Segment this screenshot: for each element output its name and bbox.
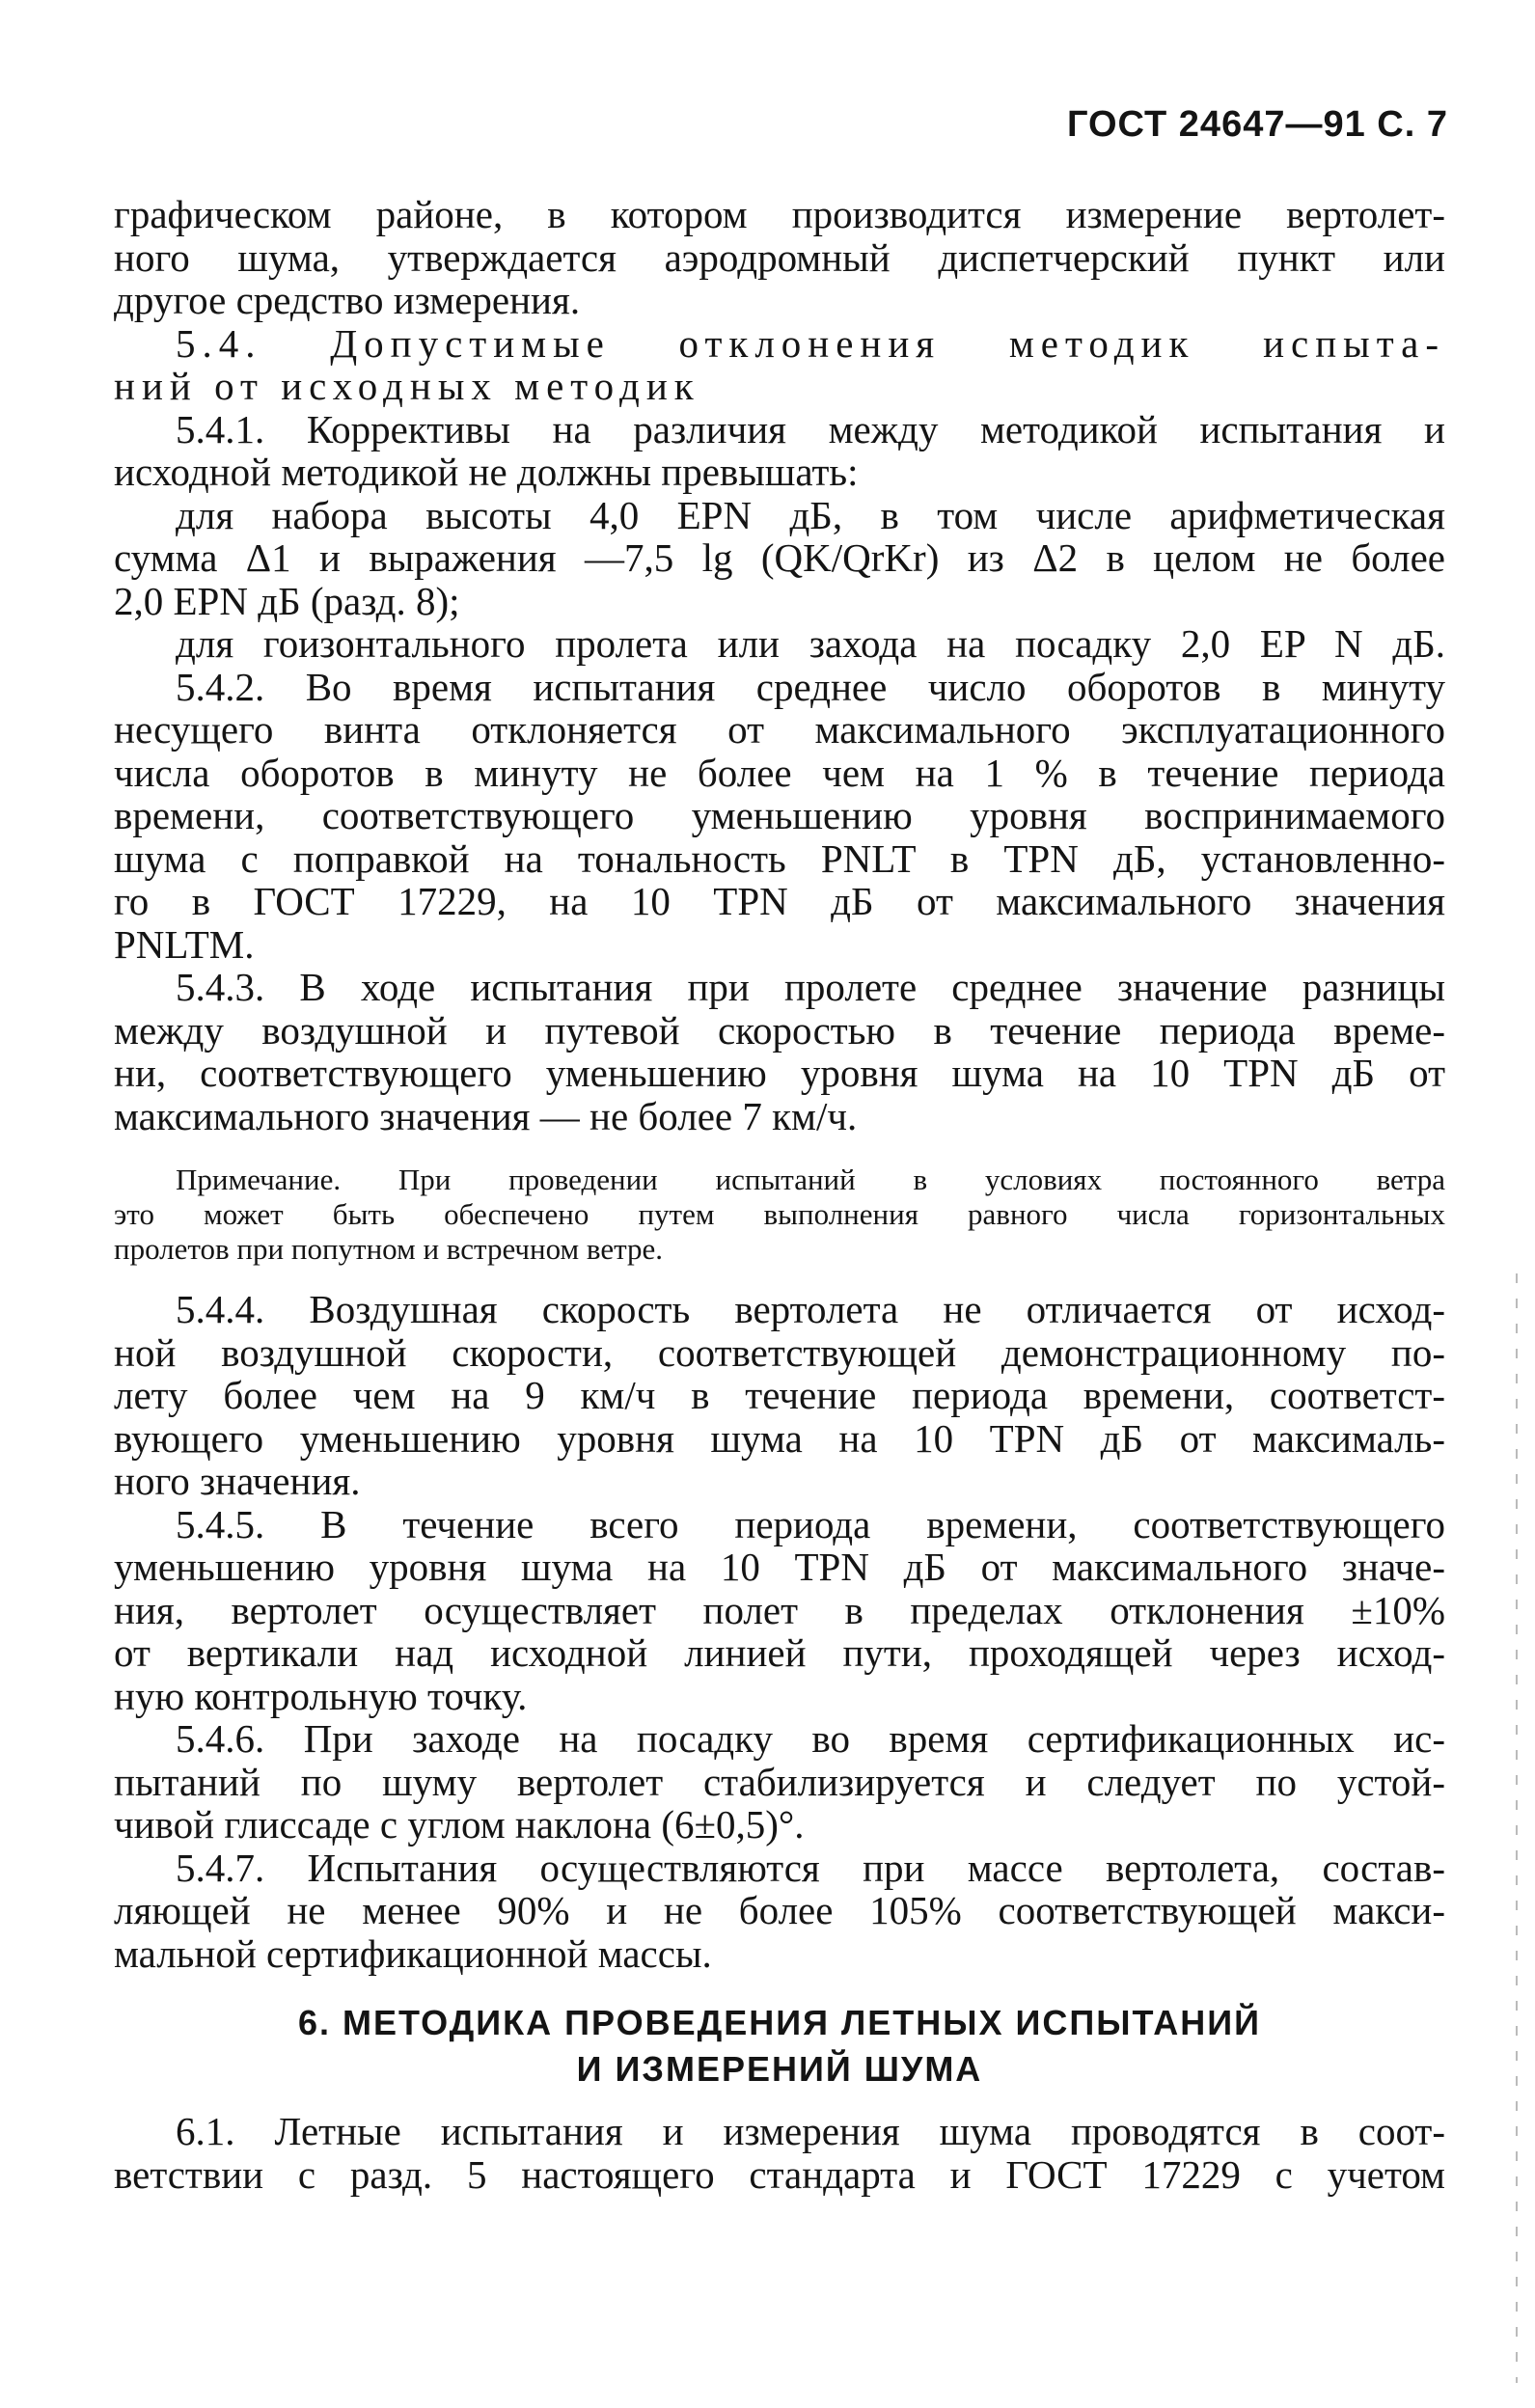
section-heading (114, 2000, 1445, 2093)
text-line: 5.4. Допустимые отклонения методик испыта- (176, 320, 1445, 366)
paragraph (114, 408, 1445, 494)
text-line: ного значения. (114, 1459, 361, 1503)
text-line: между воздушной и путевой скоростью в течение периода време- (114, 1007, 1445, 1053)
text-line: ни, соответствующего уменьшению уровня шума на 10 TPN дБ от (114, 1051, 1445, 1095)
text-line: сумма Δ1 и выражения —7,5 lg (QK/QrKr) из Δ2 в целом не более (114, 535, 1445, 580)
paragraph (114, 622, 1445, 666)
text-line: шума с поправкой на тональность PNLT в TPN дБ, установленно- (114, 835, 1445, 881)
text-line: ний от исходных методик (114, 364, 700, 408)
text-line: несущего винта отклоняется от максимального эксплуатационного (114, 707, 1445, 752)
text-line: времени, соответствующего уменьшению уровня воспринимаемого (114, 793, 1445, 837)
paragraph (114, 193, 1445, 322)
page-header: ГОСТ 24647—91 С. 7 (1066, 104, 1448, 145)
text-line: 5.4.4. Воздушная скорость вертолета не отличается от исход- (176, 1287, 1445, 1331)
paragraph (114, 1503, 1445, 1718)
text-line: 5.4.3. В ходе испытания при пролете среднее значение разницы (176, 965, 1445, 1009)
text-line: ветствии с разд. 5 настоящего стандарта и ГОСТ 17229 с учетом (114, 2151, 1445, 2197)
scan-edge-mark (1516, 1273, 1518, 2383)
paragraph (114, 966, 1445, 1137)
text-line: пытаний по шуму вертолет стабилизируется и следует по устой- (114, 1759, 1445, 1804)
text-line: графическом районе, в котором производится измерение вертолет- (114, 192, 1445, 236)
text-line: числа оборотов в минуту не более чем на 1 % в течение периода (114, 750, 1445, 795)
text-line: ной воздушной скорости, соответствующей демонстрационному по- (114, 1329, 1445, 1375)
text-line: 5.4.5. В течение всего периода времени, соответствующего (176, 1501, 1445, 1546)
text-line: максимального значения — не более 7 км/ч. (114, 1093, 858, 1138)
heading-line: 6. МЕТОДИКА ПРОВЕДЕНИЯ ЛЕТНЫХ ИСПЫТАНИЙ (298, 2003, 1261, 2042)
text-line: 5.4.6. При заходе на посадку во время сертификационных ис- (176, 1716, 1445, 1761)
text-line: PNLTM. (114, 921, 255, 967)
text-line: 6.1. Летные испытания и измерения шума проводятся в соот- (176, 2109, 1445, 2153)
paragraph (114, 1717, 1445, 1847)
text-line: чивой глиссаде с углом наклона (6±0,5)°. (114, 1802, 805, 1847)
text-line: от вертикали над исходной линией пути, проходящей через исход- (114, 1630, 1445, 1675)
text-line: ния, вертолет осуществляет полет в пределах отклонения ±10% (114, 1587, 1445, 1632)
text-line: уменьшению уровня шума на 10 TPN дБ от максимального значе- (114, 1545, 1445, 1589)
text-line: другое средство измерения. (114, 278, 581, 322)
text-line: ляющей не менее 90% и не более 105% соответствующей макси- (114, 1888, 1445, 1932)
text-line: лету более чем на 9 км/ч в течение периода времени, соответст- (114, 1373, 1445, 1417)
text-line: 2,0 EPN дБ (разд. 8); (114, 578, 460, 623)
heading-line: И ИЗМЕРЕНИЙ ШУМА (576, 2049, 983, 2089)
text-line: 5.4.2. Во время испытания среднее число оборотов в минуту (176, 664, 1445, 709)
text-line: 5.4.1. Коррективы на различия между методикой испытания и (176, 406, 1445, 452)
note-line: Примечание. При проведении испытаний в условиях постоянного ветра (176, 1163, 1445, 1196)
text-line: исходной методикой не должны превышать: (114, 450, 859, 494)
paragraph (114, 494, 1445, 623)
text-line: для набора высоты 4,0 EPN дБ, в том числе арифметическая (176, 492, 1445, 537)
text-line: мальной сертификационной массы. (114, 1930, 712, 1976)
text-line: 5.4.7. Испытания осуществляются при массе вертолета, состав- (176, 1845, 1445, 1890)
note-line: это может быть обеспечено путем выполнения равного числа горизонтальных (114, 1197, 1445, 1231)
text-line: вующего уменьшению уровня шума на 10 TPN дБ от максималь- (114, 1415, 1445, 1461)
paragraph (114, 666, 1445, 967)
text-line: ного шума, утверждается аэродромный диспетчерский пункт или (114, 234, 1445, 280)
paragraph (114, 1288, 1445, 1503)
text-line: го в ГОСТ 17229, на 10 TPN дБ от максимального значения (114, 879, 1445, 923)
note (114, 1163, 1445, 1267)
paragraph (114, 1847, 1445, 1976)
text-line: для гоизонтального пролета или захода на посадку 2,0 EP N дБ. (176, 621, 1445, 666)
text-line: ную контрольную точку. (114, 1673, 528, 1718)
document-body (114, 193, 1445, 2196)
paragraph (114, 2110, 1445, 2196)
subsection-title (114, 322, 1445, 408)
note-line: пролетов при попутном и встречном ветре. (114, 1232, 664, 1266)
